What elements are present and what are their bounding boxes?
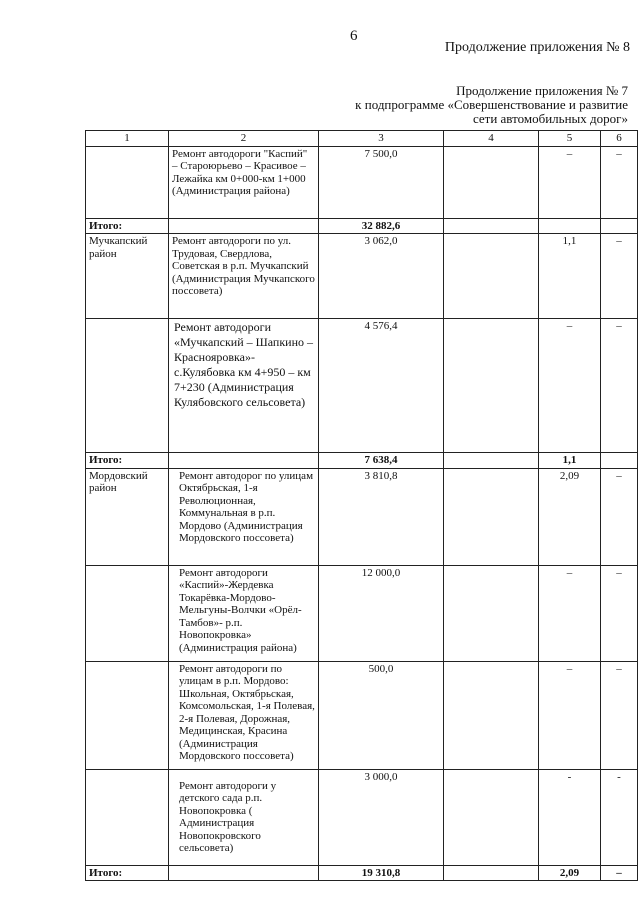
col6-cell: – (601, 468, 638, 565)
amount-cell: 3 062,0 (319, 234, 444, 319)
district-cell (86, 146, 169, 218)
total-col5 (539, 218, 601, 234)
col5-cell: 1,1 (539, 234, 601, 319)
total-empty (444, 218, 539, 234)
table-row (86, 468, 638, 565)
col5-cell: – (539, 319, 601, 453)
district-cell: Мордовский район (86, 468, 169, 565)
total-empty (169, 865, 319, 881)
amount-cell: 3 810,8 (319, 468, 444, 565)
total-empty (169, 218, 319, 234)
amount-cell: 500,0 (319, 661, 444, 769)
total-empty (444, 865, 539, 881)
work-cell: Ремонт автодорог по улицам Октябрьская, 1-я Революционная, Коммунальная в р.п. Мордово (Администрация Мордовского поссовета) (169, 468, 319, 565)
district-cell (86, 319, 169, 453)
annex-8-header: Продолжение приложения № 8 (444, 40, 630, 55)
amount-cell: 7 500,0 (319, 146, 444, 218)
table-row (86, 661, 638, 769)
total-amount: 32 882,6 (319, 218, 444, 234)
amount-cell: 3 000,0 (319, 769, 444, 865)
col4-cell (444, 146, 539, 218)
amount-cell: 12 000,0 (319, 565, 444, 661)
col5-cell: 2,09 (539, 468, 601, 565)
total-label: Итого: (86, 865, 169, 881)
col5-cell: – (539, 661, 601, 769)
amount-cell: 4 576,4 (319, 319, 444, 453)
col6-cell: - (601, 769, 638, 865)
col4-cell (444, 769, 539, 865)
col6-cell: – (601, 146, 638, 218)
total-col5: 1,1 (539, 453, 601, 469)
col4-cell (444, 565, 539, 661)
table-row (86, 565, 638, 661)
col4-cell (444, 234, 539, 319)
total-col6: – (601, 865, 638, 881)
column-header: 3 (319, 131, 444, 147)
total-row (86, 865, 638, 881)
column-header: 2 (169, 131, 319, 147)
col5-cell: – (539, 146, 601, 218)
column-header: 1 (86, 131, 169, 147)
work-cell: Ремонт автодороги у детского сада р.п. Новопокровка ( Администрация Новопокровского сельсовета) (169, 769, 319, 865)
annex-7-header (355, 84, 628, 126)
total-amount: 7 638,4 (319, 453, 444, 469)
table-row (86, 769, 638, 865)
total-col5: 2,09 (539, 865, 601, 881)
work-cell: Ремонт автодороги по улицам в р.п. Мордово: Школьная, Октябрьская, Комсомольская, 1-я Полевая, 2-я Полевая, Дорожная, Медицинская, Красина (Администрация Мордовского поссовета) (169, 661, 319, 769)
annex-7-line-2: к подпрограмме «Совершенствование и развитие (355, 97, 628, 112)
district-cell (86, 661, 169, 769)
col4-cell (444, 468, 539, 565)
col6-cell: – (601, 565, 638, 661)
table-row (86, 234, 638, 319)
column-header-row (86, 131, 638, 147)
col5-cell: - (539, 769, 601, 865)
work-cell: Ремонт автодороги «Мучкапский – Шапкино – Краснояровка»-с.Кулябовка км 4+950 – км 7+230 (Администрация Кулябовского сельсовета) (169, 319, 319, 453)
table-row (86, 319, 638, 453)
annex-7-line-3: сети автомобильных дорог» (472, 111, 628, 126)
column-header: 4 (444, 131, 539, 147)
district-cell: Мучкапский район (86, 234, 169, 319)
total-empty (444, 453, 539, 469)
page-number: 6 (350, 28, 358, 44)
program-table (85, 130, 638, 881)
total-empty (601, 218, 638, 234)
total-empty (169, 453, 319, 469)
col4-cell (444, 661, 539, 769)
column-header: 5 (539, 131, 601, 147)
col6-cell: – (601, 234, 638, 319)
annex-7-line-1: Продолжение приложения № 7 (456, 83, 628, 98)
col4-cell (444, 319, 539, 453)
work-cell: Ремонт автодороги "Каспий" – Староюрьево – Красивое – Лежайка км 0+000-км 1+000 (Администрация района) (169, 146, 319, 218)
total-amount: 19 310,8 (319, 865, 444, 881)
column-header: 6 (601, 131, 638, 147)
col6-cell: – (601, 661, 638, 769)
col5-cell: – (539, 565, 601, 661)
district-cell (86, 565, 169, 661)
district-cell (86, 769, 169, 865)
work-cell: Ремонт автодороги по ул. Трудовая, Свердлова, Советская в р.п. Мучкапский (Администрация Мучкапского поссовета) (169, 234, 319, 319)
total-label: Итого: (86, 453, 169, 469)
total-empty (601, 453, 638, 469)
col6-cell: – (601, 319, 638, 453)
work-cell: Ремонт автодороги «Каспий»-Жердевка Токарёвка-Мордово-Мельгуны-Волчки «Орёл-Тамбов»- р.п. Новопокровка» (Администрация района) (169, 565, 319, 661)
total-row (86, 453, 638, 469)
total-row (86, 218, 638, 234)
table-row (86, 146, 638, 218)
total-label: Итого: (86, 218, 169, 234)
